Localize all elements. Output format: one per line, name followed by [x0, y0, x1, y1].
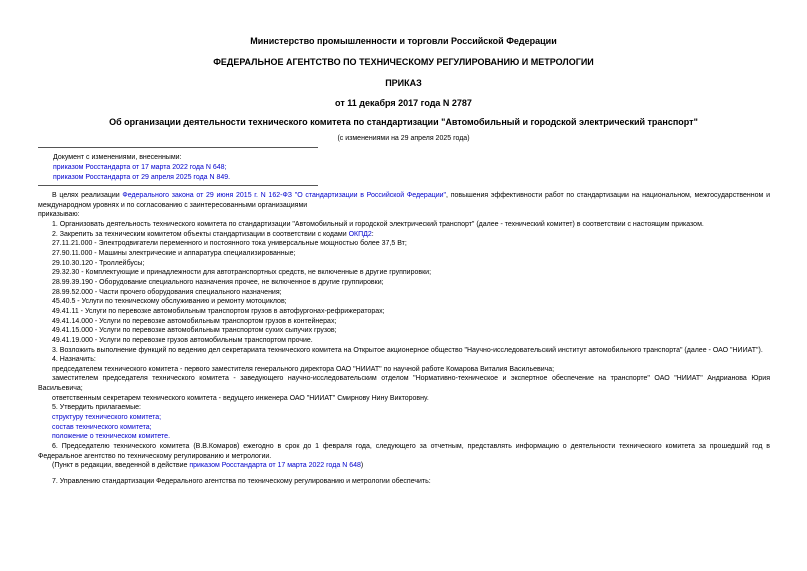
paragraph-2-colon: : [371, 230, 374, 238]
paragraph-6: 6. Председателю технического комитета (В.В.Комаров) ежегодно в срок до 1 февраля года, следующего за отчетным, представлять информацию о деятельности технического комитета за прошедший год в Федеральное агентство по техническому регулированию и метрологии. [38, 443, 770, 460]
paragraph-5: 5. Утвердить прилагаемые: [52, 404, 141, 412]
paragraph-4-secretary: ответственным секретарем технического комитета - ведущего инженера ОАО "НИИАТ" Смирнову Нину Викторовну. [52, 394, 429, 402]
regulation-link[interactable]: положение о техническом комитете. [52, 433, 171, 441]
code-item: 45.40.5 - Услуги по техническому обслуживанию и ремонту мотоциклов; [52, 298, 287, 306]
code-item: 28.99.52.000 - Части прочего оборудования специального назначения; [52, 288, 282, 296]
changes-block [53, 153, 230, 183]
document-subtitle: (с изменениями на 29 апреля 2025 года) [337, 135, 470, 142]
code-item: 29.32.30 - Комплектующие и принадлежности для автотранспортных средств, не включенные в другие группировки; [52, 269, 432, 277]
federal-law-link[interactable]: Федерального закона от 29 июня 2015 г. N 162-ФЗ "О стандартизации в Российской Федерации" [122, 192, 447, 199]
prikazyvayu-text: приказываю: [38, 211, 80, 219]
paragraph-4-chair: председателем технического комитета - первого заместителя генерального директора ОАО "НИИАТ" по научной работе Комарова Виталия Васильевича; [52, 365, 555, 373]
paragraph-4-deputy: заместителем председателя технического комитета - заведующего научно-исследовательским отделом "Нормативно-техническое и экспертное обеспечение на транспорте" ОАО "НИИАТ" Андрианова Юрия Васильевича; [38, 375, 770, 393]
paragraph-2 [38, 230, 770, 240]
preamble-paragraph [38, 191, 770, 210]
paragraph-2-text: 2. Закрепить за техническим комитетом объекты стандартизации в соответствии с кодами [52, 230, 349, 238]
code-item: 49.41.19.000 - Услуги по перевозке грузов автомобильным транспортом прочие. [52, 336, 313, 344]
changes-intro: Документ с изменениями, внесенными: [53, 154, 182, 161]
preamble-text-b: , повышения эффективности работ по стандартизации на национальном, межгосударственном и международном уровнях и по согласованию с заинтересованными организациями [38, 192, 770, 209]
code-item: 49.41.14.000 - Услуги по перевозке автомобильным транспортом грузов в контейнерах; [52, 317, 337, 325]
code-item: 49.41.11 - Услуги по перевозке автомобильным транспортом грузов в автофургонах-рефрижераторах; [52, 307, 385, 315]
doc-type-heading: ПРИКАЗ [385, 78, 422, 88]
paragraph-3: 3. Возложить выполнение функций по ведению дел секретариата технического комитета на Открытое акционерное общество "Научно-исследовательский институт автомобильного транспорта" (далее - ОАО "НИИАТ"). [52, 346, 763, 354]
structure-link[interactable]: структуру технического комитета; [52, 414, 162, 422]
okpd2-link[interactable]: ОКПД2 [348, 230, 372, 238]
paragraph-4: 4. Назначить: [52, 356, 96, 364]
change-link-2025[interactable]: приказом Росстандарта от 29 апреля 2025 года N 849. [53, 174, 231, 182]
structure-link-line [38, 413, 770, 423]
paragraph-1: 1. Организовать деятельность технического комитета по стандартизации "Автомобильный и городской электрический транспорт" (далее - технический комитет) в соответствии с настоящим приказом. [52, 220, 704, 228]
date-number-heading: от 11 декабря 2017 года N 2787 [335, 98, 472, 108]
divider-bottom [38, 185, 318, 186]
code-item: 27.11.21.000 - Электродвигатели переменного и постоянного тока универсальные мощностью более 37,5 Вт; [52, 240, 407, 248]
preamble-text-a: В целях реализации [52, 192, 123, 199]
agency-heading: ФЕДЕРАЛЬНОЕ АГЕНТСТВО ПО ТЕХНИЧЕСКОМУ РЕГУЛИРОВАНИЮ И МЕТРОЛОГИИ [213, 57, 594, 67]
code-item: 28.99.39.190 - Оборудование специального назначения прочее, не включенное в другие группировки; [52, 278, 384, 286]
code-item: 49.41.15.000 - Услуги по перевозке автомобильным транспортом сухих сыпучих грузов; [52, 327, 337, 335]
divider-top [38, 147, 318, 148]
paragraph-7: 7. Управлению стандартизации Федерального агентства по техническому регулированию и метрологии обеспечить: [52, 478, 431, 486]
paragraph-6-note [38, 461, 770, 471]
code-item: 27.90.11.000 - Машины электрические и аппаратура специализированные; [52, 249, 296, 257]
change-link-2022[interactable]: приказом Росстандарта от 17 марта 2022 года N 648; [53, 164, 227, 172]
note-text-b: ) [360, 462, 364, 470]
document-body [38, 191, 770, 487]
regulation-link-line [38, 432, 770, 442]
composition-link-line [38, 423, 770, 433]
document-title: Об организации деятельности технического комитета по стандартизации "Автомобильный и городской электрический транспорт" [109, 117, 698, 127]
amendment-link-2022[interactable]: приказом Росстандарта от 17 марта 2022 года N 648 [189, 462, 361, 470]
composition-link[interactable]: состав технического комитета; [52, 423, 152, 431]
ministry-heading: Министерство промышленности и торговли Российской Федерации [250, 36, 557, 46]
note-text-a: (Пункт в редакции, введенной в действие [52, 462, 190, 470]
code-item: 29.10.30.120 - Троллейбусы; [52, 259, 145, 267]
